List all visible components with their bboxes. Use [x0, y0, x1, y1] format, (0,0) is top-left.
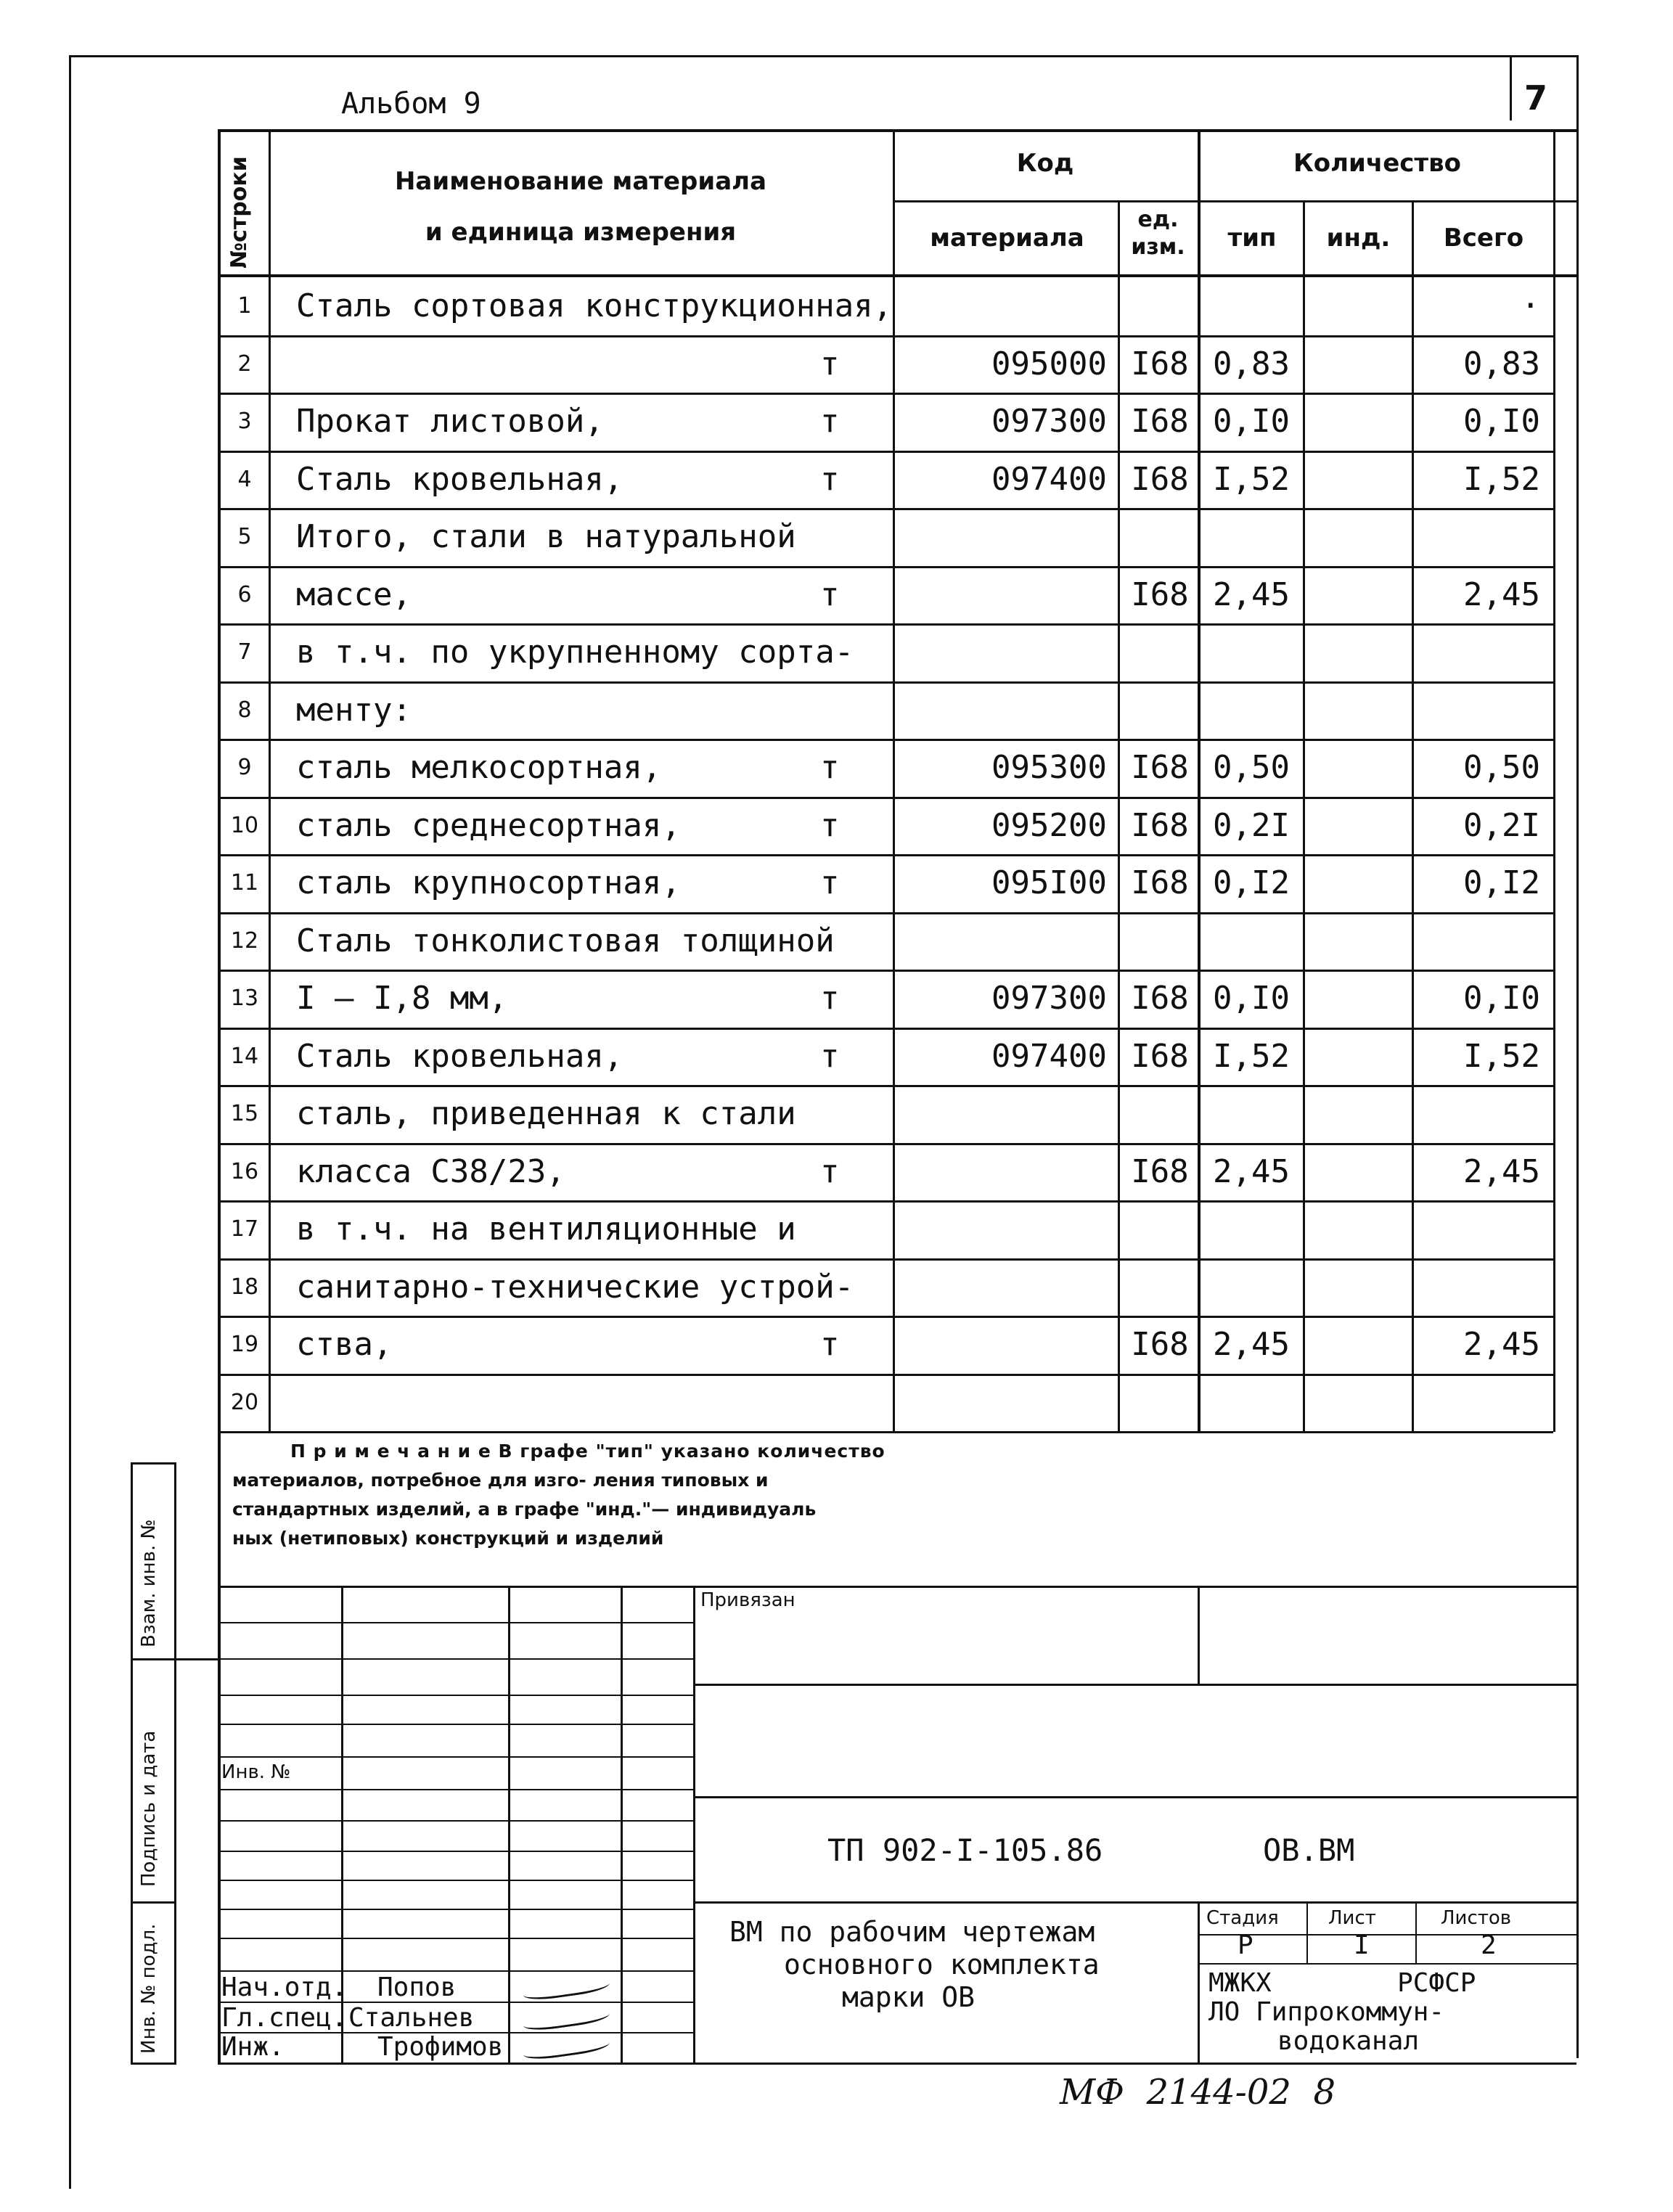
row-code: 095I00	[991, 864, 1107, 901]
org-line-1: МЖКХ РСФСР	[1208, 1968, 1476, 1998]
note-line-4: ных (нетиповых) конструкций и изделий	[232, 1528, 664, 1549]
org-line-3: водоканал	[1277, 2026, 1420, 2056]
row-name: Сталь кровельная,	[296, 1038, 623, 1075]
row-name: в т.ч. на вентиляционные и	[296, 1211, 796, 1248]
row-code: 097400	[991, 1038, 1107, 1075]
row-total: 2,45	[1463, 576, 1540, 613]
row-code: 095200	[991, 807, 1107, 844]
row-number: 19	[230, 1332, 259, 1357]
row-tip: 2,45	[1213, 1326, 1290, 1363]
row-tip: I,52	[1213, 461, 1290, 498]
row-ed: I68	[1131, 749, 1189, 786]
row-unit: т	[820, 864, 840, 901]
row-unit: т	[820, 403, 840, 440]
row-unit: т	[820, 807, 840, 844]
row-unit: т	[820, 1038, 840, 1075]
row-name: санитарно-технические устрой-	[296, 1269, 854, 1306]
listov-label: Листов	[1441, 1907, 1512, 1929]
signature-scribble	[522, 2032, 610, 2062]
row-name: Сталь тонколистовая толщиной	[296, 922, 835, 959]
page-number: 7	[1524, 78, 1548, 118]
row-total: 0,I0	[1463, 403, 1540, 440]
row-number: 17	[230, 1216, 259, 1242]
inv-no-label: Инв. №	[221, 1761, 291, 1783]
row-number: 2	[237, 351, 252, 377]
row-number: 12	[230, 928, 259, 954]
row-unit: т	[820, 461, 840, 498]
col-code-material-header: материала	[930, 224, 1084, 253]
row-unit: т	[820, 980, 840, 1017]
row-tip: 0,I0	[1213, 980, 1290, 1017]
row-code: 097400	[991, 461, 1107, 498]
row-code: 097300	[991, 403, 1107, 440]
row-total: 0,50	[1463, 749, 1540, 786]
row-tip: 0,I2	[1213, 864, 1290, 901]
row-tip: 0,50	[1213, 749, 1290, 786]
row-name: класса С38/23,	[296, 1153, 565, 1190]
row-ed: I68	[1131, 461, 1189, 498]
list-label: Лист	[1328, 1907, 1376, 1929]
row-number: 13	[230, 986, 259, 1011]
row-tip: 0,I0	[1213, 403, 1290, 440]
col-row-no-header: №строки	[226, 156, 252, 269]
row-total: I,52	[1463, 1038, 1540, 1075]
row-name: Сталь сортовая конструкционная,	[296, 287, 893, 324]
side-label-inv: Инв. № подл.	[138, 1923, 160, 2054]
row-total: 0,2I	[1463, 807, 1540, 844]
row-unit: т	[820, 749, 840, 786]
row-ed: I68	[1131, 403, 1189, 440]
row-name: менту:	[296, 692, 412, 729]
row-ed: I68	[1131, 576, 1189, 613]
row-unit: т	[820, 1326, 840, 1363]
row-ed: I68	[1131, 1326, 1189, 1363]
row-number: 18	[230, 1274, 259, 1300]
row-number: 4	[237, 467, 252, 492]
row-number: 8	[237, 697, 252, 723]
stamp-title-line-3: марки ОВ	[842, 1981, 975, 2013]
row-unit: т	[820, 345, 840, 382]
stadia-label: Стадия	[1206, 1907, 1279, 1929]
row-tip: 0,83	[1213, 345, 1290, 382]
col-qty-type-header: тип	[1227, 224, 1277, 253]
row-number: 20	[230, 1390, 259, 1415]
row-tip: I,52	[1213, 1038, 1290, 1075]
row-name: ства,	[296, 1326, 393, 1363]
listov-value: 2	[1481, 1930, 1497, 1960]
row-code: 095000	[991, 345, 1107, 382]
note-line-1: П р и м е ч а н и е В графе "тип" указано количество	[290, 1441, 885, 1462]
col-code-unit-header: ед. изм.	[1131, 207, 1185, 260]
row-number: 9	[237, 755, 252, 780]
row-total: I,52	[1463, 461, 1540, 498]
album-label: Альбом 9	[341, 87, 481, 120]
row-total: ·	[1521, 287, 1540, 324]
footer-handwritten-code: МФ 2144-02 8	[1060, 2072, 1336, 2113]
signatory-name: Трофимов	[377, 2032, 504, 2062]
side-label-vzam: Взам. инв. №	[138, 1519, 160, 1647]
signature-scribble	[522, 1973, 610, 2002]
row-number: 7	[237, 639, 252, 665]
row-tip: 2,45	[1213, 1153, 1290, 1190]
col-code-header: Код	[1016, 149, 1074, 178]
row-name: массе,	[296, 576, 412, 613]
row-ed: I68	[1131, 1153, 1189, 1190]
signatory-name: Попов	[377, 1973, 457, 2002]
side-label-podpis: Подпись и дата	[138, 1730, 160, 1887]
signature-scribble	[522, 2003, 610, 2033]
row-name: I – I,8 мм,	[296, 980, 508, 1017]
row-tip: 0,2I	[1213, 807, 1290, 844]
col-qty-total-header: Всего	[1443, 224, 1524, 253]
row-number: 15	[230, 1101, 259, 1126]
signatory-role: Нач.отд.	[221, 1973, 348, 2002]
row-code: 095300	[991, 749, 1107, 786]
row-ed: I68	[1131, 1038, 1189, 1075]
row-total: 0,I0	[1463, 980, 1540, 1017]
signatory-name: Стальнев	[348, 2003, 475, 2033]
list-value: I	[1354, 1930, 1370, 1960]
stamp-title-line-2: основного комплекта	[784, 1949, 1100, 1980]
row-number: 1	[237, 293, 252, 319]
row-name: сталь, приведенная к стали	[296, 1095, 796, 1132]
row-tip: 2,45	[1213, 576, 1290, 613]
note-line-3: стандартных изделий, а в графе "инд."— индивидуаль	[232, 1499, 817, 1520]
signatory-role: Инж.	[221, 2032, 285, 2062]
doc-code: ТП 902-I-105.86	[827, 1832, 1103, 1868]
signatory-role: Гл.спец.	[221, 2003, 348, 2033]
row-number: 3	[237, 409, 252, 434]
row-ed: I68	[1131, 980, 1189, 1017]
row-ed: I68	[1131, 807, 1189, 844]
col-qty-ind-header: инд.	[1326, 224, 1391, 253]
col-name-header: Наименование материала и единица измерения	[394, 167, 767, 247]
row-number: 16	[230, 1159, 259, 1184]
row-number: 10	[230, 813, 259, 838]
doc-mark: ОВ.ВМ	[1263, 1832, 1355, 1868]
row-number: 6	[237, 582, 252, 607]
row-name: Сталь кровельная,	[296, 461, 623, 498]
row-number: 5	[237, 524, 252, 549]
row-total: 0,83	[1463, 345, 1540, 382]
row-unit: т	[820, 576, 840, 613]
row-name: Итого, стали в натуральной	[296, 518, 796, 555]
stadia-value: Р	[1238, 1930, 1253, 1960]
row-name: сталь крупносортная,	[296, 864, 681, 901]
stamp-title-line-1: ВМ по рабочим чертежам	[729, 1916, 1095, 1948]
row-code: 097300	[991, 980, 1107, 1017]
row-name: сталь мелкосортная,	[296, 749, 662, 786]
org-line-2: ЛО Гипрокоммун-	[1208, 1997, 1445, 2027]
row-ed: I68	[1131, 864, 1189, 901]
row-ed: I68	[1131, 345, 1189, 382]
row-name: в т.ч. по укрупненному сорта-	[296, 634, 854, 671]
row-name: Прокат листовой,	[296, 403, 604, 440]
row-number: 11	[230, 870, 259, 896]
note-line-2: материалов, потребное для изго- ления типовых и	[232, 1470, 769, 1491]
privyazan-label: Привязан	[700, 1589, 795, 1611]
col-qty-header: Количество	[1293, 149, 1461, 178]
row-name: сталь среднесортная,	[296, 807, 681, 844]
row-number: 14	[230, 1044, 259, 1069]
row-total: 2,45	[1463, 1326, 1540, 1363]
row-total: 2,45	[1463, 1153, 1540, 1190]
row-unit: т	[820, 1153, 840, 1190]
row-total: 0,I2	[1463, 864, 1540, 901]
